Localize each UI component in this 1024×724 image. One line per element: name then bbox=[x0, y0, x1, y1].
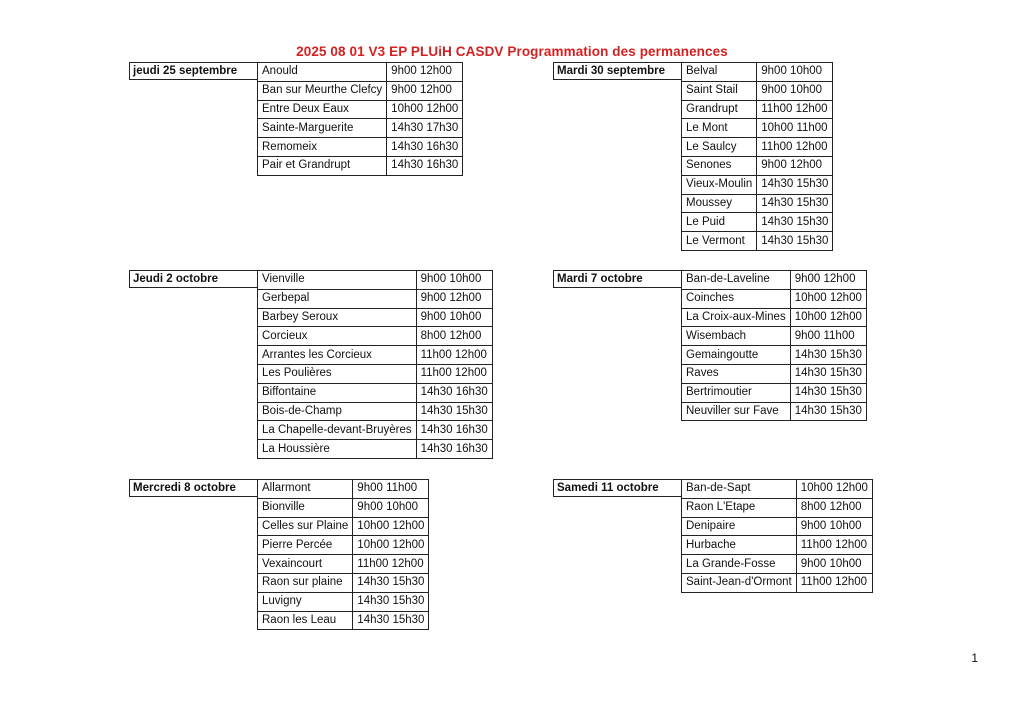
hours-cell: 14h30 15h30 bbox=[757, 213, 833, 232]
commune-table bbox=[257, 270, 493, 459]
table-row bbox=[682, 573, 873, 592]
commune-table bbox=[257, 62, 463, 176]
hours-cell: 11h00 12h00 bbox=[757, 100, 833, 119]
commune-cell: Denipaire bbox=[682, 517, 797, 536]
hours-cell: 10h00 12h00 bbox=[353, 536, 429, 555]
hours-cell: 10h00 11h00 bbox=[757, 119, 833, 138]
table-row bbox=[682, 289, 867, 308]
hours-cell: 9h00 12h00 bbox=[790, 271, 866, 290]
hours-cell: 11h00 12h00 bbox=[416, 364, 492, 383]
hours-cell: 14h30 16h30 bbox=[387, 156, 463, 175]
commune-cell: Barbey Seroux bbox=[258, 308, 417, 327]
table-row bbox=[682, 232, 833, 251]
commune-cell: Grandrupt bbox=[682, 100, 757, 119]
commune-cell: Allarmont bbox=[258, 480, 353, 499]
table-row bbox=[682, 213, 833, 232]
commune-cell: Raon L'Etape bbox=[682, 498, 797, 517]
hours-cell: 9h00 12h00 bbox=[416, 289, 492, 308]
table-row bbox=[258, 592, 429, 611]
hours-cell: 9h00 12h00 bbox=[757, 156, 833, 175]
table-row bbox=[682, 364, 867, 383]
commune-cell: Neuviller sur Fave bbox=[682, 402, 791, 421]
hours-cell: 14h30 15h30 bbox=[757, 194, 833, 213]
hours-cell: 14h30 16h30 bbox=[416, 440, 492, 459]
table-row bbox=[258, 289, 493, 308]
table-row bbox=[258, 402, 493, 421]
hours-cell: 9h00 10h00 bbox=[757, 63, 833, 82]
commune-cell: Saint Stail bbox=[682, 81, 757, 100]
commune-table bbox=[681, 479, 873, 593]
hours-cell: 9h00 10h00 bbox=[796, 517, 872, 536]
day-label: Jeudi 2 octobre bbox=[129, 270, 257, 288]
commune-cell: Entre Deux Eaux bbox=[258, 100, 387, 119]
hours-cell: 14h30 15h30 bbox=[416, 402, 492, 421]
hours-cell: 10h00 12h00 bbox=[790, 289, 866, 308]
hours-cell: 11h00 12h00 bbox=[757, 138, 833, 157]
table-row bbox=[258, 271, 493, 290]
commune-cell: Wisembach bbox=[682, 327, 791, 346]
commune-cell: Biffontaine bbox=[258, 383, 417, 402]
hours-cell: 14h30 15h30 bbox=[353, 573, 429, 592]
hours-cell: 14h30 16h30 bbox=[416, 383, 492, 402]
table-row bbox=[682, 194, 833, 213]
commune-cell: Sainte-Marguerite bbox=[258, 119, 387, 138]
commune-cell: La Grande-Fosse bbox=[682, 555, 797, 574]
table-row bbox=[258, 536, 429, 555]
hours-cell: 14h30 17h30 bbox=[387, 119, 463, 138]
table-row bbox=[258, 573, 429, 592]
commune-cell: Le Vermont bbox=[682, 232, 757, 251]
table-row bbox=[682, 175, 833, 194]
commune-table bbox=[257, 479, 429, 630]
table-row bbox=[258, 480, 429, 499]
hours-cell: 10h00 12h00 bbox=[387, 100, 463, 119]
table-row bbox=[258, 119, 463, 138]
hours-cell: 14h30 15h30 bbox=[790, 364, 866, 383]
commune-cell: Remomeix bbox=[258, 138, 387, 157]
table-row bbox=[682, 555, 873, 574]
hours-cell: 11h00 12h00 bbox=[353, 555, 429, 574]
day-label: Mardi 7 octobre bbox=[553, 270, 681, 288]
commune-cell: Ban-de-Sapt bbox=[682, 480, 797, 499]
hours-cell: 9h00 10h00 bbox=[416, 308, 492, 327]
hours-cell: 14h30 15h30 bbox=[790, 383, 866, 402]
table-row bbox=[682, 308, 867, 327]
commune-cell: Hurbache bbox=[682, 536, 797, 555]
commune-cell: Vexaincourt bbox=[258, 555, 353, 574]
table-row bbox=[682, 536, 873, 555]
commune-cell: Pair et Grandrupt bbox=[258, 156, 387, 175]
commune-cell: Ban sur Meurthe Clefcy bbox=[258, 81, 387, 100]
table-row bbox=[258, 138, 463, 157]
commune-cell: Luvigny bbox=[258, 592, 353, 611]
table-row bbox=[682, 383, 867, 402]
hours-cell: 14h30 15h30 bbox=[757, 175, 833, 194]
commune-cell: Senones bbox=[682, 156, 757, 175]
day-label: Mardi 30 septembre bbox=[553, 62, 681, 80]
table-row bbox=[682, 138, 833, 157]
hours-cell: 9h00 10h00 bbox=[416, 271, 492, 290]
hours-cell: 9h00 10h00 bbox=[353, 498, 429, 517]
table-row bbox=[682, 119, 833, 138]
hours-cell: 10h00 12h00 bbox=[790, 308, 866, 327]
table-row bbox=[258, 440, 493, 459]
hours-cell: 14h30 16h30 bbox=[387, 138, 463, 157]
commune-cell: Anould bbox=[258, 63, 387, 82]
hours-cell: 14h30 15h30 bbox=[353, 611, 429, 630]
commune-cell: Pierre Percée bbox=[258, 536, 353, 555]
table-row bbox=[682, 327, 867, 346]
hours-cell: 14h30 15h30 bbox=[790, 346, 866, 365]
commune-cell: Celles sur Plaine bbox=[258, 517, 353, 536]
hours-cell: 9h00 12h00 bbox=[387, 81, 463, 100]
commune-cell: Bois-de-Champ bbox=[258, 402, 417, 421]
commune-cell: Corcieux bbox=[258, 327, 417, 346]
document-title: 2025 08 01 V3 EP PLUiH CASDV Programmation des permanences bbox=[296, 44, 728, 59]
table-row bbox=[258, 383, 493, 402]
hours-cell: 9h00 10h00 bbox=[757, 81, 833, 100]
table-row bbox=[258, 63, 463, 82]
hours-cell: 10h00 12h00 bbox=[353, 517, 429, 536]
page-number: 1 bbox=[971, 651, 978, 665]
table-row bbox=[682, 402, 867, 421]
commune-table bbox=[681, 270, 867, 421]
table-row bbox=[258, 555, 429, 574]
hours-cell: 8h00 12h00 bbox=[796, 498, 872, 517]
commune-cell: Bertrimoutier bbox=[682, 383, 791, 402]
day-label: Mercredi 8 octobre bbox=[129, 479, 257, 497]
hours-cell: 11h00 12h00 bbox=[796, 536, 872, 555]
commune-cell: Les Poulières bbox=[258, 364, 417, 383]
table-row bbox=[258, 308, 493, 327]
table-row bbox=[258, 156, 463, 175]
table-row bbox=[682, 480, 873, 499]
commune-table bbox=[681, 62, 833, 251]
commune-cell: La Croix-aux-Mines bbox=[682, 308, 791, 327]
table-row bbox=[258, 346, 493, 365]
commune-cell: Coinches bbox=[682, 289, 791, 308]
table-row bbox=[682, 81, 833, 100]
hours-cell: 14h30 15h30 bbox=[353, 592, 429, 611]
day-label: jeudi 25 septembre bbox=[129, 62, 257, 80]
commune-cell: Le Saulcy bbox=[682, 138, 757, 157]
table-row bbox=[682, 156, 833, 175]
table-row bbox=[258, 100, 463, 119]
table-row bbox=[258, 421, 493, 440]
table-row bbox=[682, 63, 833, 82]
commune-cell: Le Puid bbox=[682, 213, 757, 232]
table-row bbox=[682, 346, 867, 365]
hours-cell: 8h00 12h00 bbox=[416, 327, 492, 346]
commune-cell: Vienville bbox=[258, 271, 417, 290]
commune-cell: Saint-Jean-d'Ormont bbox=[682, 573, 797, 592]
day-label: Samedi 11 octobre bbox=[553, 479, 681, 497]
table-row bbox=[258, 498, 429, 517]
table-row bbox=[258, 327, 493, 346]
table-row bbox=[682, 271, 867, 290]
hours-cell: 9h00 11h00 bbox=[353, 480, 429, 499]
table-row bbox=[258, 517, 429, 536]
commune-cell: Raon sur plaine bbox=[258, 573, 353, 592]
hours-cell: 10h00 12h00 bbox=[796, 480, 872, 499]
commune-cell: Ban-de-Laveline bbox=[682, 271, 791, 290]
hours-cell: 9h00 11h00 bbox=[790, 327, 866, 346]
hours-cell: 14h30 15h30 bbox=[790, 402, 866, 421]
table-row bbox=[258, 611, 429, 630]
hours-cell: 9h00 12h00 bbox=[387, 63, 463, 82]
table-row bbox=[258, 81, 463, 100]
commune-cell: Gemaingoutte bbox=[682, 346, 791, 365]
commune-cell: Arrantes les Corcieux bbox=[258, 346, 417, 365]
commune-cell: La Chapelle-devant-Bruyères bbox=[258, 421, 417, 440]
table-row bbox=[258, 364, 493, 383]
table-row bbox=[682, 100, 833, 119]
commune-cell: La Houssière bbox=[258, 440, 417, 459]
commune-cell: Belval bbox=[682, 63, 757, 82]
commune-cell: Raon les Leau bbox=[258, 611, 353, 630]
table-row bbox=[682, 498, 873, 517]
hours-cell: 11h00 12h00 bbox=[416, 346, 492, 365]
hours-cell: 9h00 10h00 bbox=[796, 555, 872, 574]
commune-cell: Bionville bbox=[258, 498, 353, 517]
table-row bbox=[682, 517, 873, 536]
commune-cell: Raves bbox=[682, 364, 791, 383]
commune-cell: Gerbepal bbox=[258, 289, 417, 308]
commune-cell: Vieux-Moulin bbox=[682, 175, 757, 194]
hours-cell: 14h30 16h30 bbox=[416, 421, 492, 440]
commune-cell: Le Mont bbox=[682, 119, 757, 138]
hours-cell: 14h30 15h30 bbox=[757, 232, 833, 251]
commune-cell: Moussey bbox=[682, 194, 757, 213]
hours-cell: 11h00 12h00 bbox=[796, 573, 872, 592]
